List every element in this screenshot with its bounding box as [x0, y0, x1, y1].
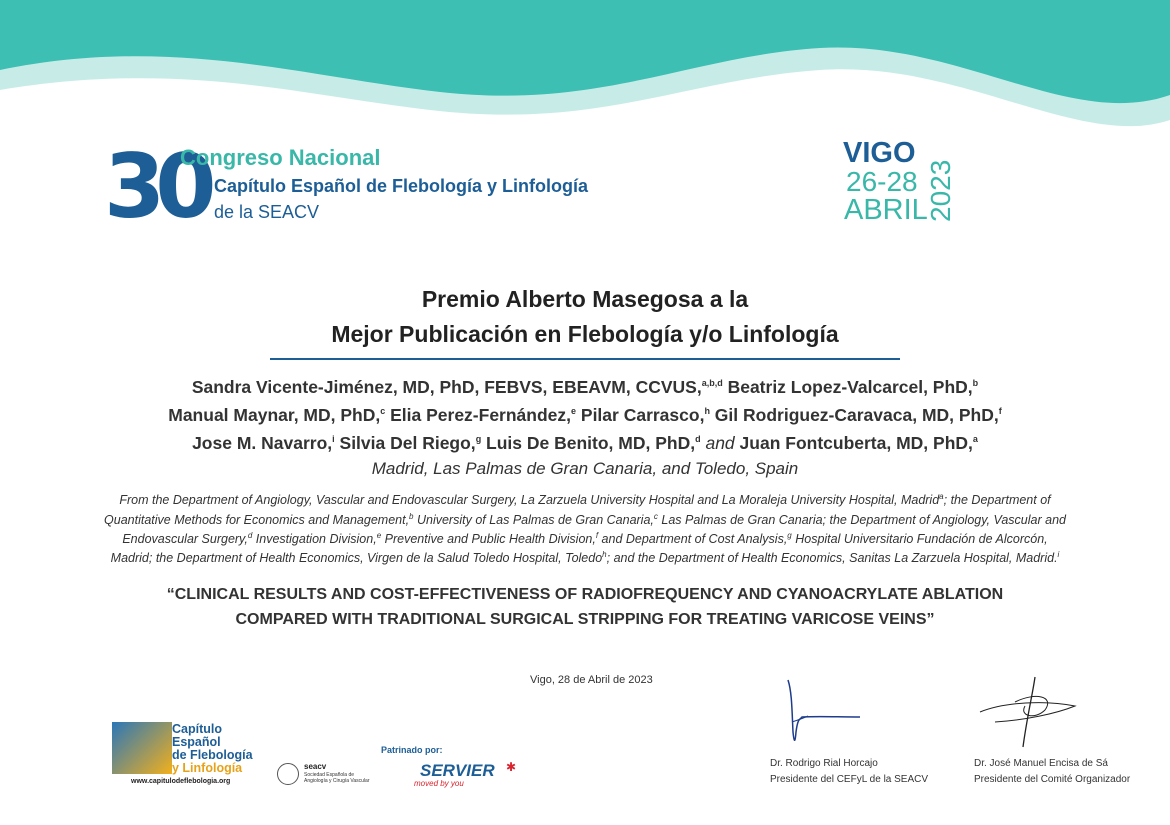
congress-number-logo: 30	[104, 135, 207, 238]
paper-title-line2: COMPARED WITH TRADITIONAL SURGICAL STRIPPING FOR TREATING VARICOSE VEINS”	[235, 611, 935, 628]
affiliation-text: Preventive and Public Health Division,	[381, 532, 596, 547]
place-and-date: Vigo, 28 de Abril de 2023	[530, 674, 653, 686]
affiliation-text: Investigation Division,	[252, 532, 377, 547]
author-affiliation: e	[571, 406, 577, 417]
award-title-line1: Premio Alberto Masegosa a la	[421, 286, 749, 312]
author-name: Luis De Benito, MD, PhD,	[481, 433, 696, 453]
affiliation-text: and Department of Cost Analysis,	[598, 532, 788, 547]
author-name: Jose M. Navarro,	[192, 433, 333, 453]
signatory-1-name: Dr. Rodrigo Rial Horcajo	[770, 758, 878, 769]
affiliations-line2	[0, 512, 1170, 527]
affiliation-sup: e	[376, 531, 382, 540]
author-name: Pilar Carrasco,	[576, 405, 705, 425]
author-affiliation: f	[998, 406, 1002, 417]
author-name: Gil Rodriguez-Caravaca, MD, PhD,	[709, 405, 999, 425]
author-name: Sandra Vicente-Jiménez, MD, PhD, FEBVS, EBEAVM, CCVUS,	[191, 377, 702, 397]
author-affiliation: b	[972, 378, 979, 389]
sponsor-tagline: moved by you	[414, 779, 464, 788]
affiliation-sup: f	[595, 531, 599, 540]
authors-line2	[0, 405, 1170, 426]
affiliation-text: ; and the Department of Health Economics, Sanitas La Zarzuela Hospital, Madrid.	[606, 551, 1058, 566]
affiliations-line4	[0, 550, 1170, 565]
author-affiliation: a,b,d	[701, 378, 723, 389]
affiliation-text: Hospital Universitario Fundación de Alcorcón,	[791, 532, 1048, 547]
signatory-2-name: Dr. José Manuel Encisa de Sá	[974, 758, 1108, 769]
cefyl-logo-text: y Linfología	[172, 761, 243, 775]
author-name: Manual Maynar, MD, PhD,	[168, 405, 381, 425]
affiliation-sup: i	[1057, 550, 1060, 559]
affiliation-sup: c	[653, 512, 658, 521]
congress-title: Congreso Nacional	[180, 145, 381, 170]
affiliation-text: Las Palmas de Gran Canaria; the Department of Angiology, Vascular and	[657, 513, 1066, 528]
society-title: de la SEACV	[214, 202, 320, 222]
sponsor-star-icon: ✱	[506, 760, 517, 774]
sponsored-by-label: Patrinado por:	[381, 745, 443, 755]
affiliation-text: University of Las Palmas de Gran Canaria,	[413, 513, 654, 528]
affiliation-sup: a	[939, 492, 944, 501]
event-month: ABRIL	[844, 194, 928, 226]
affiliation-text: From the Department of Angiology, Vascular and Endovascular Surgery, La Zarzuela University Hospital and La Moraleja University Hospital, Madrid	[119, 493, 940, 508]
signature-encisa	[975, 672, 1085, 752]
cefyl-logo-text: Capítulo	[172, 722, 222, 736]
cefyl-logo-icon	[112, 722, 172, 774]
seacv-logo-name: seacv	[304, 762, 327, 771]
event-year: 2023	[925, 159, 956, 222]
authors-line3	[0, 433, 1170, 454]
award-underline	[270, 358, 900, 360]
affiliations-line1	[0, 492, 1170, 507]
author-affiliation: c	[380, 406, 386, 417]
author-name: Elia Perez-Fernández,	[385, 405, 572, 425]
paper-title-line1: “CLINICAL RESULTS AND COST-EFFECTIVENESS OF RADIOFREQUENCY AND CYANOACRYLATE ABLATION	[166, 586, 1004, 603]
header-wave-decoration	[0, 0, 1170, 150]
cefyl-logo-text: de Flebología	[172, 748, 253, 762]
author-name: Juan Fontcuberta, MD, PhD,	[739, 433, 973, 453]
event-city: VIGO	[843, 137, 916, 169]
affiliation-sup: h	[602, 550, 607, 559]
cefyl-logo-text: Español	[172, 735, 221, 749]
signatory-1-role: Presidente del CEFyL de la SEACV	[770, 774, 929, 785]
signature-rial	[778, 672, 868, 750]
author-affiliation: a	[972, 434, 978, 445]
author-name: Beatriz Lopez-Valcarcel, PhD,	[722, 377, 973, 397]
affiliation-text: Quantitative Methods for Economics and Management,	[104, 513, 410, 528]
affiliation-sup: d	[247, 531, 253, 540]
award-title-line2: Mejor Publicación en Flebología y/o Linfología	[331, 321, 839, 347]
author-affiliation: h	[704, 406, 710, 417]
authors-location: Madrid, Las Palmas de Gran Canaria, and Toledo, Spain	[371, 459, 799, 478]
affiliation-text: Endovascular Surgery,	[122, 532, 248, 547]
seacv-logo-subtitle: Sociedad Española de Angiología y Cirugía Vascular	[304, 772, 370, 784]
affiliation-text: ; the Department of	[943, 493, 1051, 508]
authors-and: and	[705, 433, 735, 453]
author-affiliation: i	[332, 434, 335, 445]
seacv-emblem-icon	[277, 763, 299, 785]
author-name: Silvia Del Riego,	[334, 433, 476, 453]
chapter-title: Capítulo Español de Flebología y Linfología	[214, 176, 589, 196]
affiliation-sup: g	[787, 531, 792, 540]
affiliations-line3	[0, 531, 1170, 546]
affiliation-text: Madrid; the Department of Health Economics, Virgen de la Salud Toledo Hospital, Toledo	[110, 551, 603, 566]
event-dates: 26-28	[846, 166, 918, 197]
authors-line1	[0, 377, 1170, 398]
signatory-2-role: Presidente del Comité Organizador	[974, 774, 1131, 785]
sponsor-logo: SERVIER	[420, 761, 495, 780]
author-affiliation: d	[695, 434, 701, 445]
author-affiliation: g	[475, 434, 482, 445]
affiliation-sup: b	[409, 512, 414, 521]
cefyl-website: www.capitulodeflebologia.org	[131, 778, 231, 785]
